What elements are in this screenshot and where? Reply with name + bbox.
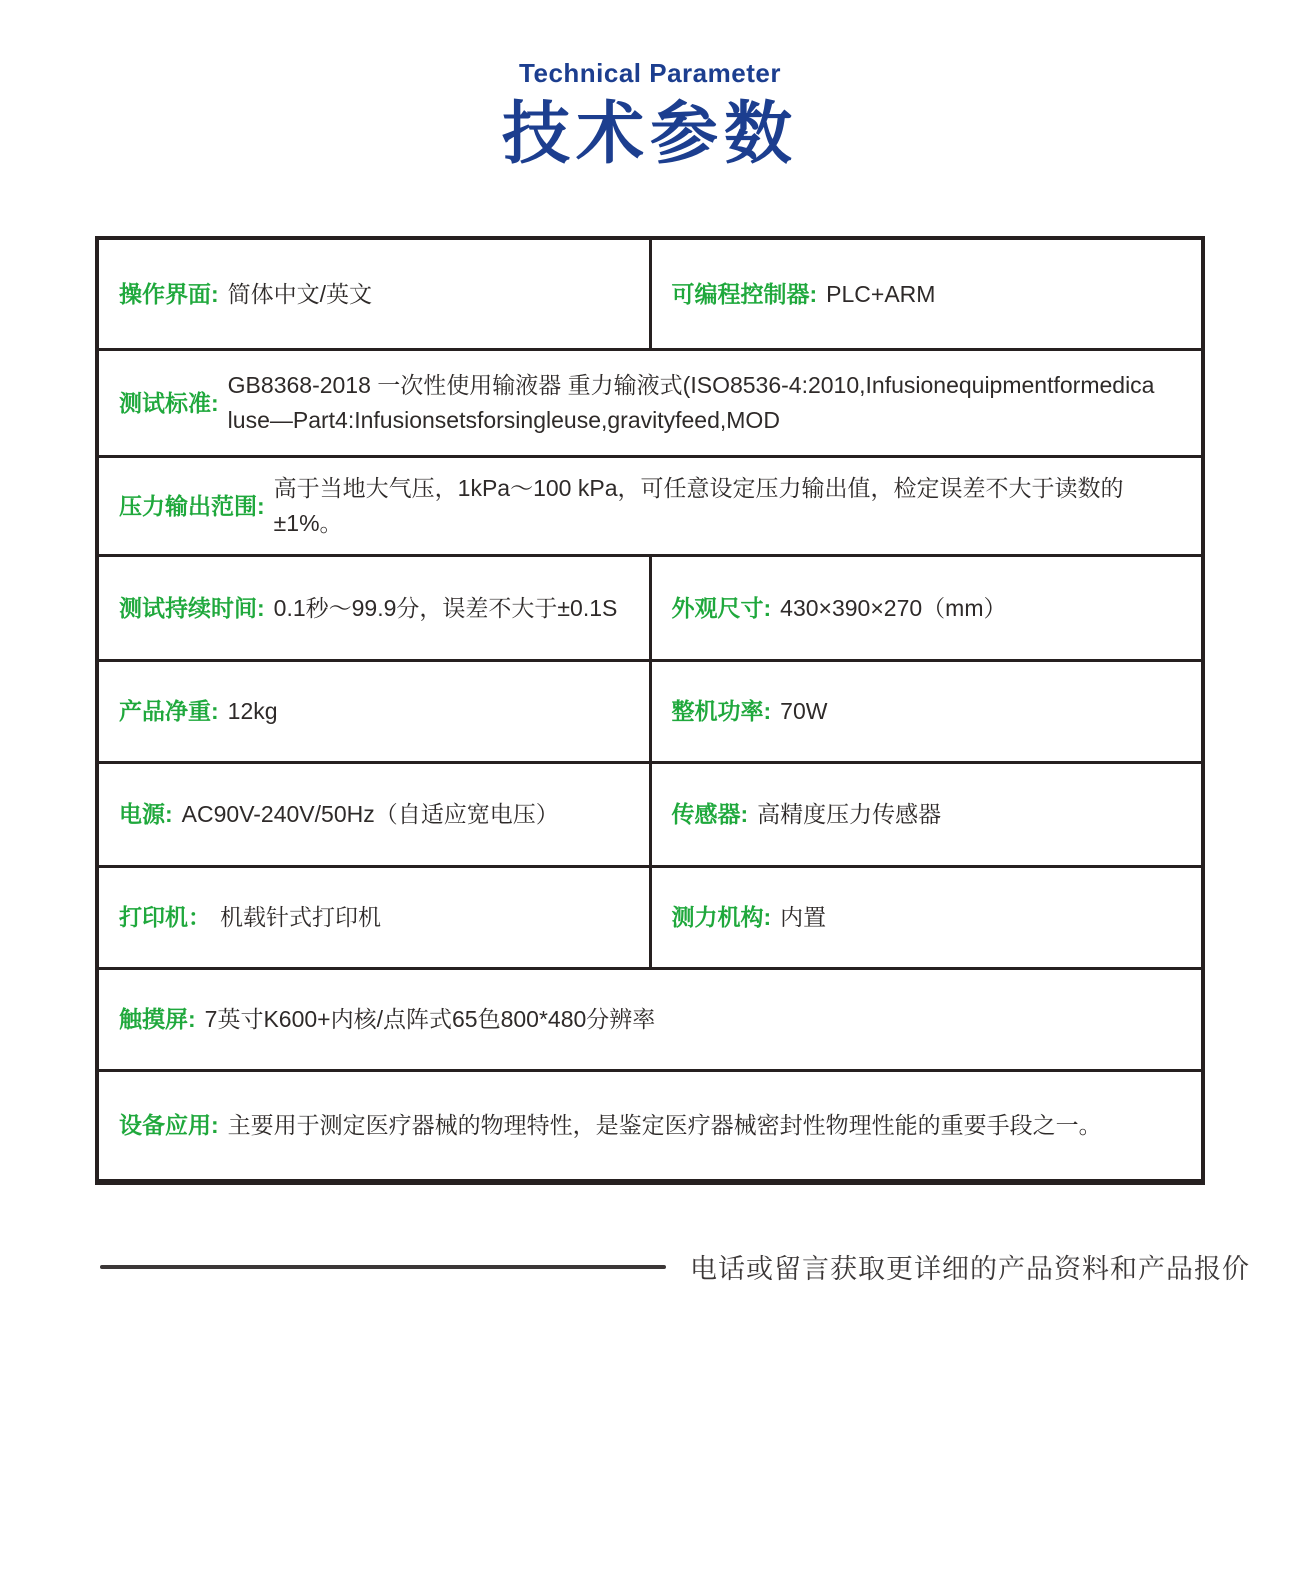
param-cell: [652, 868, 1202, 967]
param-cell: [99, 764, 652, 865]
table-row: [99, 458, 1201, 557]
param-label: 测力机构:: [671, 904, 772, 931]
param-value: 7英寸K600+内核/点阵式65色800*480分辨率: [204, 1006, 656, 1033]
param-cell: [652, 240, 1202, 348]
table-row: [99, 1072, 1201, 1179]
param-cell: [99, 970, 1201, 1069]
param-label: 触摸屏:: [119, 1006, 196, 1033]
param-value: 机载针式打印机: [220, 904, 381, 931]
table-row: [99, 351, 1201, 458]
param-label: 测试标准:: [119, 389, 219, 416]
param-cell: [99, 458, 1201, 554]
table-row: [99, 662, 1201, 764]
param-value: 430×390×270（mm）: [780, 594, 1007, 621]
param-label: 打印机：: [119, 904, 211, 931]
footer-divider-line: [100, 1265, 666, 1269]
param-label: 电源:: [119, 801, 173, 828]
param-value: 0.1秒～99.9分，误差不大于±0.1S: [273, 594, 618, 621]
param-label: 整机功率:: [671, 698, 772, 725]
footer: [100, 1247, 1300, 1286]
param-value: 高于当地大气压，1kPa～100 kPa，可任意设定压力输出值，检定误差不大于读数的±1%。: [273, 475, 1124, 537]
param-label: 设备应用:: [119, 1112, 219, 1139]
param-cell: [652, 557, 1202, 659]
param-value: GB8368-2018 一次性使用输液器 重力输液式(ISO8536-4:2010,Infusionequipmentformedica luse—Part4:Infusionsetsforsingleuse,gravityfeed,MOD: [227, 372, 1155, 434]
param-cell: [99, 557, 652, 659]
param-label: 压力输出范围:: [119, 492, 265, 519]
param-cell: [99, 1072, 1201, 1179]
table-row: [99, 557, 1201, 662]
param-value: 主要用于测定医疗器械的物理特性，是鉴定医疗器械密封性物理性能的重要手段之一。: [227, 1112, 1102, 1139]
param-value: 12kg: [227, 698, 278, 725]
param-cell: [652, 662, 1202, 761]
param-value: 高精度压力传感器: [757, 801, 942, 828]
page-title: 技术参数: [501, 96, 798, 172]
param-cell: [652, 764, 1202, 865]
param-label: 外观尺寸:: [671, 594, 772, 621]
param-label: 操作界面:: [119, 280, 219, 307]
param-cell: [99, 868, 652, 967]
param-cell: [99, 662, 652, 761]
table-row: [99, 970, 1201, 1072]
param-label: 可编程控制器:: [671, 280, 818, 307]
param-value: 70W: [780, 698, 828, 725]
page-subtitle: Technical Parameter: [519, 58, 781, 88]
table-row: [99, 240, 1201, 351]
param-label: 传感器:: [671, 801, 749, 828]
table-row: [99, 764, 1201, 868]
param-label: 测试持续时间:: [119, 594, 265, 621]
parameter-table: [95, 236, 1205, 1185]
param-value: AC90V-240V/50Hz（自适应宽电压）: [181, 801, 559, 828]
param-label: 产品净重:: [119, 698, 219, 725]
param-value: 简体中文/英文: [227, 280, 373, 307]
param-cell: [99, 351, 1201, 455]
param-value: PLC+ARM: [826, 280, 936, 307]
page-header: [0, 0, 1300, 170]
param-value: 内置: [780, 904, 827, 931]
footer-note: 电话或留言获取更详细的产品资料和产品报价: [690, 1254, 1250, 1285]
table-row: [99, 868, 1201, 970]
param-cell: [99, 240, 652, 348]
